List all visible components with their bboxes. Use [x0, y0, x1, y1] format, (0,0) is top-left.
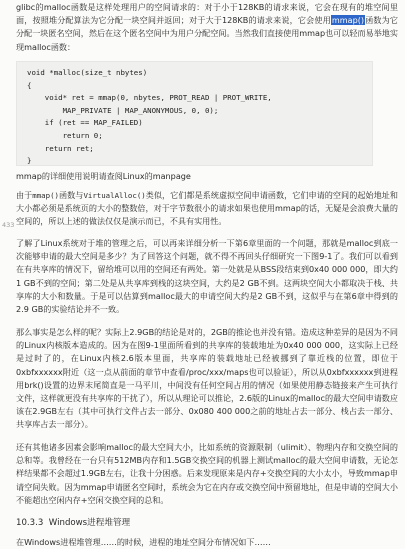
section-heading: 10.3.3 Windows进程堆管理 — [16, 518, 131, 528]
paragraph-mmap-virtualalloc — [16, 189, 398, 229]
virtualalloc-code-inline: VirtualAlloc() — [83, 191, 146, 200]
mmap-code-inline: mmap() — [32, 191, 59, 200]
malloc-code: void *malloc(size_t nbytes) { void* ret = mmap(0, nbytes, PROT_READ | PROT_WRITE, MAP_PRIVATE | MAP_ANONYMOUS, 0, 0); if (ret == MAP_FAILED) return 0; return ret; } — [27, 68, 272, 166]
paragraph-windows-heap: 在Windows进程堆管理……的时候，进程的地址空间分布情况如下…… — [16, 537, 271, 547]
para3-text-a: 由于 — [16, 190, 33, 200]
code-block — [16, 61, 373, 166]
para1-text-b: 函数为它分配一块匿名空间，然后在这个匿名空间中为用户分配空间。当然我们直接使用mmap也可以轻而易举地实现malloc函数： — [16, 15, 398, 52]
para1-text-a: glibc的malloc函数是这样处理用户的空间请求的：对于小于128KB的请求来说，它会在现有的堆空间里面，按照堆分配算法为它分配一块空间并返回；对于大于128KB的请求来说，它会使用 — [16, 2, 398, 26]
paragraph-manpage-note: mmap的详细使用说明请查阅Linux的manpage — [16, 171, 191, 181]
mmap-highlight: mmap() — [331, 15, 365, 26]
paragraph-kernel-version: 那么事实是怎么样的呢？实际上2.9GB的结论是对的，2GB的推论也并没有错。造成这种差异的是因为不同的Linux内核版本造成的。因为在图9-1里面所看到的共享库的装载地址为0x40 000 000，这实际上已经是过时了的，在Linux内核2.6版本里面，共享库的装载地址已经被挪到了靠近栈的位置，即位于0xbfxxxxxx附近（这一点从前面的章节中查看/proc/xxx/maps也可以验证），所以从0xbfxxxxxx到进程用brk()设置的边界末尾简直是一马平川，中间没有任何空间占用的情况（如果使用静态链接来产生可执行文件，这样就更没有共享库的干扰了），所以从理论可以推论，2.6版的Linux的malloc的最大空间申请数应该在2.9GB左右（其中可执行文件占去一部分、0x080 400 000之前的地址占去一部分、栈占去一部分、共享库占去一部分）。 — [16, 327, 398, 430]
para3-text-c: 类似，它们都是系统虚拟空间申请函数，它们申请的空间的起始地址和大小都必须是系统页的大小的整数倍，对于字节数很小的请求如果也使用mmap的话，无疑是会浪费大量的空间的，所以上述的做法仅仅是演示而已，不具有实用性。 — [16, 190, 398, 227]
page-number: 433 — [2, 221, 15, 229]
paragraph-limits: 还有其他诸多因素会影响malloc的最大空间大小，比如系统的资源限制（ulimit）、物理内存和交换空间的总和等。我曾经在一台只有512MB内存和1.5GB交换空间的机器上测试malloc的最大空间申请数，无论怎样结果都不会超过1.9GB左右，让我十分困惑。后来发现原来是内存+交换空间的大小太小，导致mmap申请空间失败。因为mmap申请匿名空间时，系统会为它在内存或交换空间中预留地址，但是申请的空间大小不能超出空闲内存+空闲交换空间的总和。 — [16, 442, 398, 505]
paragraph-heap-analysis: 了解了Linux系统对于堆的管理之后，可以再来详细分析一下第6章里面的一个问题，那就是malloc到底一次能够申请的最大空间是多少？为了回答这个问题，就不得不再回头仔细研究一下图9-1了。我们可以看到在有共享库的情况下，留给堆可以用的空间还有两处。第一处就是从BSS段结束到0x40 000 000，即大约1 GB不到的空间；第二处是从共享库到栈的这块空间，大约是2 GB不到。这两块空间大小都取决于栈、共享库的大小和数量。于是可以估算到malloc最大的申请空间大约是2 GB不到，这似乎与在第6章中得到的2.9 GB的实验结论并不一致。 — [16, 238, 398, 315]
para3-text-b: 函数与 — [58, 190, 84, 200]
paragraph-malloc-strategy — [16, 1, 398, 54]
